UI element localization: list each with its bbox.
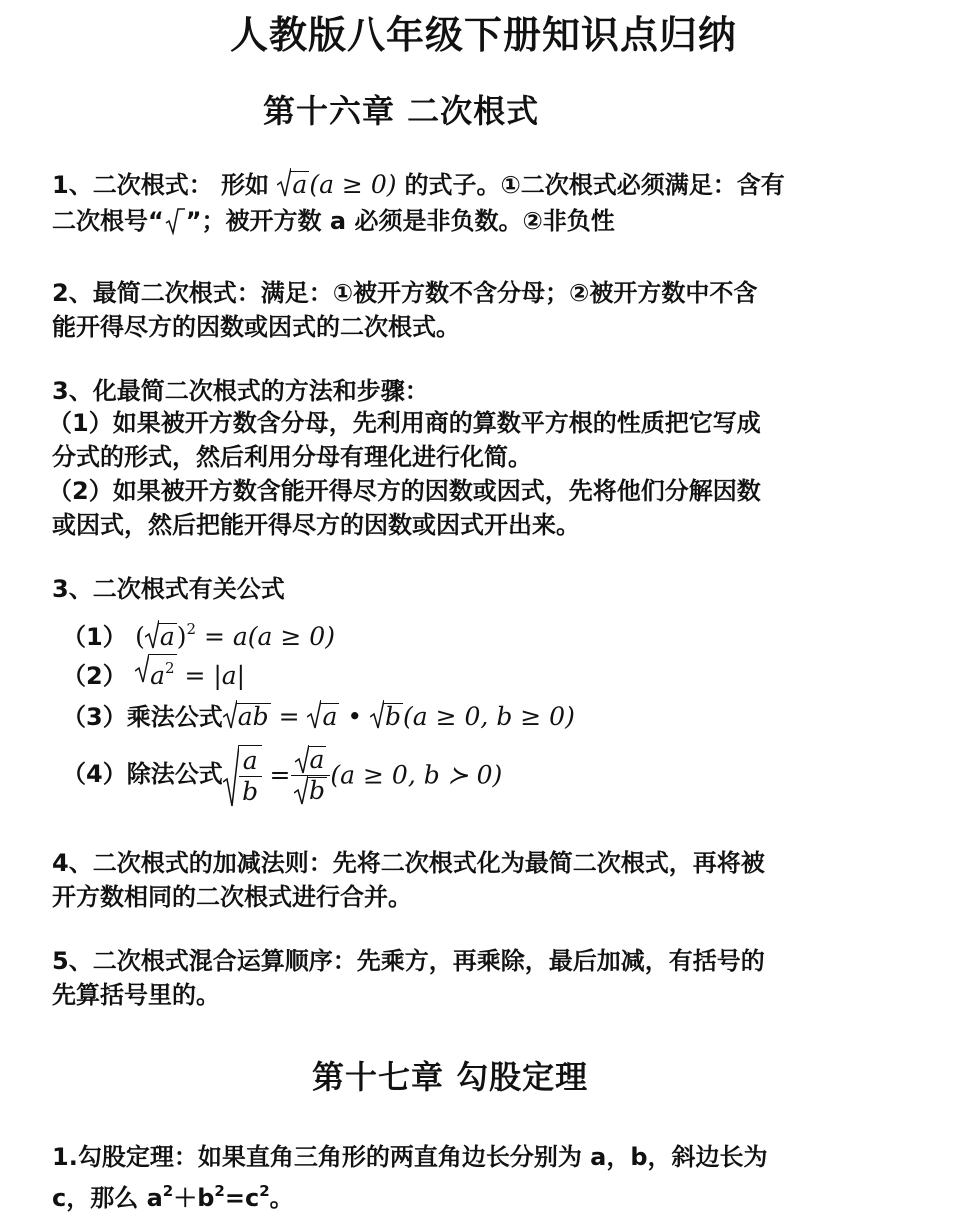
radical-sign-icon bbox=[370, 700, 384, 730]
formula-3-expression: ab = a • b(a ≥ 0, b ≥ 0) bbox=[223, 702, 575, 731]
item-1-line-2 bbox=[52, 204, 615, 238]
chapter-17-heading: 第十七章 勾股定理 bbox=[312, 1058, 589, 1096]
radical bbox=[277, 168, 309, 202]
ch17-item-1-line-1: 1.勾股定理：如果直角三角形的两直角边长分别为 a，b，斜边长为 bbox=[52, 1143, 768, 1171]
radical-sign-icon bbox=[294, 776, 308, 806]
radical: a bbox=[145, 620, 177, 654]
formula-1-rhs: = a(a ≥ 0) bbox=[196, 622, 335, 651]
item-2-line-1: 2、最简二次根式：满足：①被开方数不含分母；②被开方数中不含 bbox=[52, 279, 758, 307]
item-5-line-1: 5、二次根式混合运算顺序：先乘方，再乘除，最后加减，有括号的 bbox=[52, 947, 765, 975]
exponent: 2 bbox=[259, 1182, 270, 1200]
formula-2-label: （2） bbox=[62, 662, 127, 690]
radical-sign-icon bbox=[223, 700, 237, 730]
radical: $a^2$ bbox=[135, 654, 176, 693]
radical-symbol-icon bbox=[164, 207, 186, 235]
page-title: 人教版八年级下册知识点归纳 bbox=[229, 13, 737, 57]
radical: $\frac{a}{b}$ bbox=[223, 744, 262, 807]
radical-sign-icon bbox=[145, 620, 159, 650]
chapter-16-heading: 第十六章 二次根式 bbox=[263, 92, 540, 130]
item-3-line-1: 3、化最简二次根式的方法和步骤： bbox=[52, 377, 429, 405]
item-3-line-5: 或因式，然后把能开得尽方的因数或因式开出来。 bbox=[52, 511, 580, 539]
formula-3-condition: (a ≥ 0, b ≥ 0) bbox=[403, 702, 575, 731]
pythagoras-text-c: =c bbox=[224, 1184, 260, 1212]
ch17-item-1-line-2 bbox=[52, 1174, 294, 1215]
item-1-line-1 bbox=[52, 168, 785, 202]
formula-2-expression bbox=[135, 661, 245, 690]
radical-sign-icon bbox=[135, 654, 149, 684]
radical: ab bbox=[223, 700, 271, 734]
radical-sign-icon bbox=[295, 745, 309, 775]
item-4-line-1: 4、二次根式的加减法则：先将二次根式化为最简二次根式，再将被 bbox=[52, 849, 765, 877]
formula-1-label: （1） bbox=[62, 623, 127, 651]
exponent: 2 bbox=[214, 1182, 225, 1200]
item-2-line-2: 能开得尽方的因数或因式的二次根式。 bbox=[52, 313, 460, 341]
item-4-line-2: 开方数相同的二次根式进行合并。 bbox=[52, 883, 412, 911]
radical-sign-icon bbox=[307, 700, 321, 730]
item-1-text-d: ”；被开方数 a 必须是非负数。②非负性 bbox=[185, 207, 615, 235]
item-1-text-a: 1、二次根式： 形如 bbox=[52, 171, 270, 199]
sqrt-formula bbox=[277, 170, 404, 199]
pythagoras-text-b: ＋b bbox=[173, 1184, 215, 1212]
item-1-text-b: 的式子。①二次根式必须满足：含有 bbox=[404, 171, 785, 199]
formula-4-condition: (a ≥ 0, b ≻ 0) bbox=[330, 760, 503, 790]
radicand: a bbox=[292, 170, 308, 199]
item-1-text-c: 二次根号“ bbox=[52, 207, 164, 235]
formula-2-rhs: = |a| bbox=[176, 661, 246, 690]
radical-sign-icon bbox=[223, 744, 239, 808]
radical: a bbox=[307, 700, 339, 734]
item-3-line-4: （2）如果被开方数含能开得尽方的因数或因式，先将他们分解因数 bbox=[48, 477, 761, 505]
condition: (a ≥ 0) bbox=[309, 170, 397, 199]
item-3-line-2: （1）如果被开方数含分母，先利用商的算数平方根的性质把它写成 bbox=[48, 409, 761, 437]
radical: b bbox=[370, 700, 403, 734]
exponent: 2 bbox=[162, 1182, 174, 1200]
formula-3-label: （3）乘法公式 bbox=[62, 703, 223, 731]
formula-4-label: （4）除法公式 bbox=[62, 760, 223, 788]
formula-2 bbox=[62, 654, 245, 693]
formula-3 bbox=[62, 700, 575, 734]
formula-1-expression: ( a)$^2$ = a(a ≥ 0) bbox=[135, 622, 335, 651]
formulas-heading: 3、二次根式有关公式 bbox=[52, 575, 285, 603]
formula-1 bbox=[62, 612, 335, 654]
formula-4 bbox=[62, 744, 502, 807]
formula-4-expression: $\frac{a}{b}$ = $\frac{a}{b}$ (a ≥ 0, b ≻ 0) bbox=[223, 759, 503, 788]
pythagoras-text-d: 。 bbox=[269, 1184, 294, 1212]
item-5-line-2: 先算括号里的。 bbox=[52, 981, 220, 1009]
pythagoras-text-a: c，那么 a bbox=[52, 1184, 163, 1212]
radical-sign-icon bbox=[277, 168, 291, 198]
item-3-line-3: 分式的形式，然后利用分母有理化进行化简。 bbox=[52, 443, 532, 471]
